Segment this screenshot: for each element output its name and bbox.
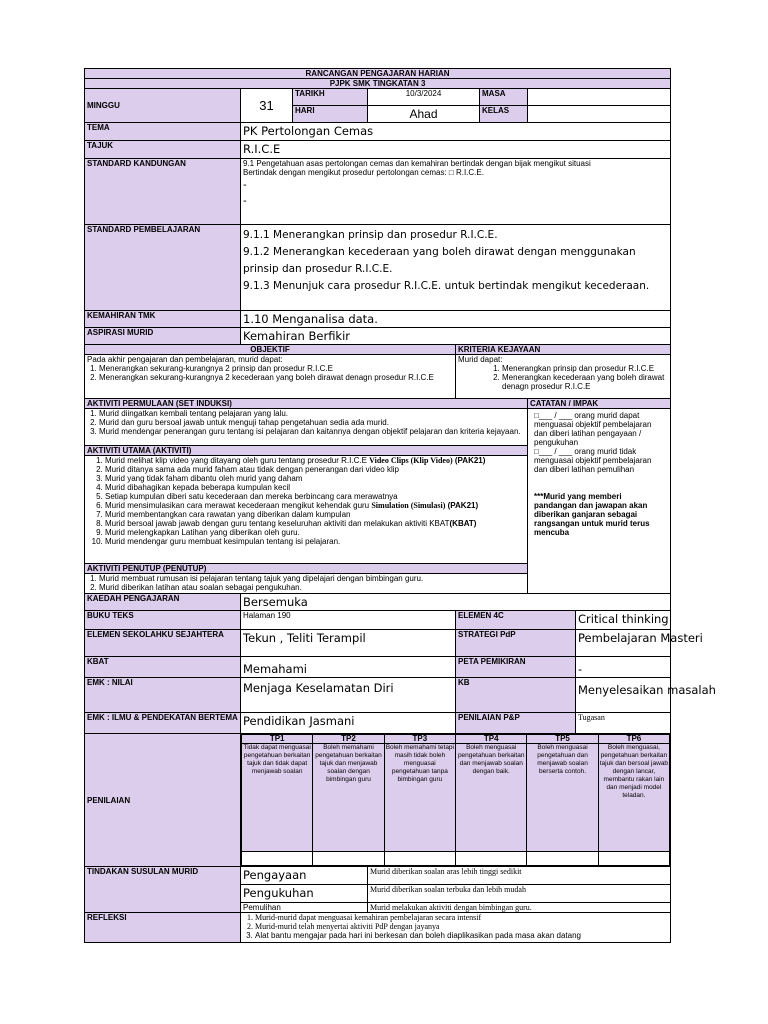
penilaian-grid-cell — [241, 734, 671, 867]
minggu-value: 31 — [241, 89, 293, 123]
sk-dash-1: - — [243, 179, 247, 191]
tp-desc: Boleh menguasai, pengetahuan berkaitan tajuk dan bersoal jawab dengan lancar, membantu rakan lain dan menjadi model teladan. — [598, 744, 669, 852]
tp-desc: Tidak dapat menguasai pengetahuan berkaitan tajuk dan tidak dapat menjawab soalan — [242, 744, 313, 852]
doc-subtitle: PJPK SMK TINGKATAN 3 — [85, 79, 671, 89]
elemen4c-label: ELEMEN 4C — [456, 611, 576, 630]
tp-header: TP6 — [598, 735, 669, 744]
tajuk-value: R.I.C.E — [241, 141, 671, 159]
emk-ilmu-value: Pendidikan Jasmani — [241, 713, 456, 734]
kbat-value: Memahami — [241, 657, 456, 678]
catatan-cell — [528, 399, 671, 594]
sk-line-2: Bertindak dengan mengikut prosedur pertolongan cemas: □ R.I.C.E. — [243, 168, 484, 177]
catatan-header: CATATAN / IMPAK — [528, 399, 670, 409]
utama-item: 9. Murid melengkapkan Latihan yang diberikan oleh guru. — [105, 528, 525, 537]
utama-item: 6. Murid mensimulasikan cara merawat kecederaan mengikut kehendak guru Simulation (Simulasi) (PAK21) — [105, 501, 525, 510]
catatan-note-3: ***Murid yang memberi pandangan dan jawapan akan diberikan ganjaran sebagai rangsangan untuk murid terus mencuba — [534, 492, 650, 537]
utama-item: 7. Murid membentangkan cara rawatan yang diberikan dalam kumpulan — [105, 510, 525, 519]
tindakan-name: Pemulihan — [241, 903, 368, 913]
kelas-label: KELAS — [480, 106, 528, 123]
tp-header: TP1 — [242, 735, 313, 744]
objektif-body — [85, 355, 456, 399]
refleksi-body — [241, 913, 671, 943]
tp-mark[interactable] — [384, 852, 455, 866]
tp-mark[interactable] — [456, 852, 527, 866]
masa-value — [528, 89, 671, 106]
utama-item: 8. Murid bersoal jawab jawab dengan guru tentang keseluruhan aktiviti dan melakukan aktiviti KBAT(KBAT) — [105, 519, 525, 528]
objektif-intro: Pada akhir pengajaran dan pembelajaran, murid dapat: — [87, 355, 283, 364]
tajuk-label: TAJUK — [85, 141, 241, 159]
kb-label: KB — [456, 678, 576, 713]
penutup-item: 2. Murid diberikan latihan atau soalan sebagai pengukuhan. — [99, 583, 525, 592]
tp-header: TP2 — [313, 735, 384, 744]
emk-nilai-label: EMK : NILAI — [85, 678, 241, 713]
tindakan-name: Pengayaan — [241, 867, 368, 885]
kaedah-value: Bersemuka — [241, 594, 671, 611]
sk-dash-2: - — [243, 195, 247, 207]
tindakan-desc: Murid melakukan aktiviti dengan bimbingan guru. — [368, 903, 671, 913]
permulaan-body — [85, 409, 528, 446]
sp-item-3: 9.1.3 Menunjuk cara prosedur R.I.C.E. untuk bertindak mengikut kecederaan. — [243, 280, 650, 292]
penilaian-grid — [241, 734, 670, 866]
kriteria-header: KRITERIA KEJAYAAN — [456, 345, 671, 355]
utama-item: 4. Murid dibahagikan kepada beberapa kumpulan kecil — [105, 483, 525, 492]
catatan-note-2: □___ / ___ orang murid tidak menguasai objektif pembelajaran dan diberi latihan pemulihan — [534, 447, 652, 474]
utama-item: 10. Murid mendengar guru membuat kesimpulan tentang isi pelajaran. — [105, 537, 525, 546]
aspirasi-murid-value: Kemahiran Berfikir — [241, 328, 671, 345]
kriteria-body — [456, 355, 671, 399]
penilaian-pnp-label: PENILAIAN P&P — [456, 713, 576, 734]
elemen4c-value: Critical thinking — [576, 611, 671, 630]
kriteria-item: 1. Menerangkan prinsip dan prosedur R.I.C.E — [502, 364, 668, 373]
aspirasi-murid-label: ASPIRASI MURID — [85, 328, 241, 345]
catatan-note-1: □___ / ___ orang murid dapat menguasai objektif pembelajaran dan diberi latihan pengayaan / pengukuhan — [534, 411, 652, 447]
utama-item: 3. Murid yang tidak faham dibantu oleh murid yang daham — [105, 474, 525, 483]
lesson-plan-document — [84, 68, 716, 943]
refleksi-item: 2. Murid-murid telah menyertai aktiviti PdP dengan jayanya — [255, 922, 668, 931]
tarikh-label: TARIKH — [293, 89, 368, 106]
standard-kandungan-value — [241, 159, 671, 225]
sp-item-2: 9.1.2 Menerangkan kecederaan yang boleh dirawat dengan menggunakan prinsip dan prosedur R.I.C.E. — [243, 246, 636, 275]
buku-teks-label: BUKU TEKS — [85, 611, 241, 630]
tindakan-name: Pengukuhan — [241, 885, 368, 903]
kemahiran-tmk-value: 1.10 Menganalisa data. — [241, 311, 671, 328]
doc-title: RANCANGAN PENGAJARAN HARIAN — [85, 69, 671, 79]
tp-mark[interactable] — [527, 852, 598, 866]
penutup-item: 1. Murid membuat rumusan isi pelajaran tentang tajuk yang dipelajari dengan bimbingan guru. — [99, 574, 525, 583]
tema-label: TEMA — [85, 123, 241, 141]
permulaan-item: 1. Murid diingatkan kembali tentang pelajaran yang lalu. — [99, 409, 525, 418]
tp-desc: Boleh menguasai pengetahuan berkaitan dan menjawab soalan dengan baik. — [456, 744, 527, 852]
tindakan-desc: Murid diberikan soalan aras lebih tinggi sedikit — [368, 867, 671, 885]
tp-mark[interactable] — [313, 852, 384, 866]
penutup-header: AKTIVITI PENUTUP (PENUTUP) — [85, 564, 528, 574]
tindakan-desc: Murid diberikan soalan terbuka dan lebih mudah — [368, 885, 671, 903]
tindakan-label: TINDAKAN SUSULAN MURID — [85, 867, 241, 913]
kemahiran-tmk-label: KEMAHIRAN TMK — [85, 311, 241, 328]
kriteria-item: 2. Menerangkan kecederaan yang boleh dirawat denagn prosedur R.I.C.E — [502, 373, 668, 391]
objektif-header: OBJEKTIF — [85, 345, 456, 355]
standard-kandungan-label: STANDARD KANDUNGAN — [85, 159, 241, 225]
tarikh-value: 10/3/2024 — [368, 89, 480, 106]
tp-desc: Boleh menguasai pengetahuan dan menjawab soalan berserta contoh. — [527, 744, 598, 852]
strategi-label: STRATEGI PdP — [456, 630, 576, 657]
tp-header: TP5 — [527, 735, 598, 744]
utama-item: 1. Murid melihat klip video yang ditayang oleh guru tentang prosedur R.I.C.E Video Clips (Klip Video) (PAK21) — [105, 456, 525, 465]
hari-label: HARI — [293, 106, 368, 123]
tp-mark[interactable] — [598, 852, 669, 866]
refleksi-item: 3. Alat bantu mengajar pada hari ini berkesan dan boleh diaplikasikan pada masa akan datang — [255, 931, 668, 940]
tp-header: TP3 — [384, 735, 455, 744]
sk-line-1: 9.1 Pengetahuan asas pertolongan cemas dan kemahiran bertindak dengan bijak mengikut situasi — [243, 159, 591, 168]
kriteria-intro: Murid dapat: — [458, 355, 503, 364]
strategi-value: Pembelajaran Masteri — [576, 630, 671, 657]
minggu-label: MINGGU — [85, 89, 241, 123]
tp-desc: Boleh memahami pengetahuan berkaitan tajuk dan menjawab soalan dengan bimbingan guru — [313, 744, 384, 852]
emk-ilmu-label: EMK : ILMU & PENDEKATAN BERTEMA — [85, 713, 241, 734]
penilaian-label: PENILAIAN — [85, 734, 241, 867]
utama-item: 5. Setiap kumpulan diberi satu kecederaan dan mereka berbincang cara merawatnya — [105, 492, 525, 501]
elemen-sekolahku-value: Tekun , Teliti Terampil — [241, 630, 456, 657]
buku-teks-value: Halaman 190 — [241, 611, 456, 630]
tp-mark[interactable] — [242, 852, 313, 866]
permulaan-item: 3. Murid mendengar penerangan guru tentang isi pelajaran dan kaitannya dengan objektif pelajaran dan kriteria kejayaan. — [99, 427, 525, 436]
penilaian-pnp-value: Tugasan — [576, 713, 671, 734]
permulaan-header: AKTIVITI PERMULAAN (SET INDUKSI) — [85, 399, 528, 409]
utama-header: AKTIVITI UTAMA (AKTIVITI) — [85, 446, 528, 456]
kelas-value — [528, 106, 671, 123]
tp-header: TP4 — [456, 735, 527, 744]
peta-label: PETA PEMIKIRAN — [456, 657, 576, 678]
kb-value: Menyelesaikan masalah — [576, 678, 671, 713]
permulaan-item: 2. Murid dan guru bersoal jawab untuk menguji tahap pengetahuan sedia ada murid. — [99, 418, 525, 427]
lesson-plan-table — [84, 68, 716, 943]
standard-pembelajaran-label: STANDARD PEMBELAJARAN — [85, 225, 241, 311]
sp-item-1: 9.1.1 Menerangkan prinsip dan prosedur R.I.C.E. — [243, 229, 498, 241]
utama-body — [85, 456, 528, 564]
refleksi-item: 1. Murid-murid dapat menguasai kemahiran pembelajaran secara intensif — [255, 913, 668, 922]
refleksi-label: REFLEKSI — [85, 913, 241, 943]
tp-desc: Boleh memahami tetapi masih tidak boleh menguasai pengetahuan tanpa bimbingan guru — [384, 744, 455, 852]
elemen-sekolahku-label: ELEMEN SEKOLAHKU SEJAHTERA — [85, 630, 241, 657]
emk-nilai-value: Menjaga Keselamatan Diri — [241, 678, 456, 713]
hari-value: Ahad — [368, 106, 480, 123]
kbat-label: KBAT — [85, 657, 241, 678]
objektif-item: 2. Menerangkan sekurang-kurangnya 2 kecederaan yang boleh dirawat denagn prosedur R.I.C.E — [99, 373, 453, 382]
kaedah-label: KAEDAH PENGAJARAN — [85, 594, 241, 611]
penutup-body — [85, 574, 528, 594]
standard-pembelajaran-value — [241, 225, 671, 311]
masa-label: MASA — [480, 89, 528, 106]
tema-value: PK Pertolongan Cemas — [241, 123, 671, 141]
peta-value: - — [576, 657, 671, 678]
utama-item: 2. Murid ditanya sama ada murid faham atau tidak dengan penerangan dari video klip — [105, 465, 525, 474]
objektif-item: 1. Menerangkan sekurang-kurangnya 2 prinsip dan prosedur R.I.C.E — [99, 364, 453, 373]
